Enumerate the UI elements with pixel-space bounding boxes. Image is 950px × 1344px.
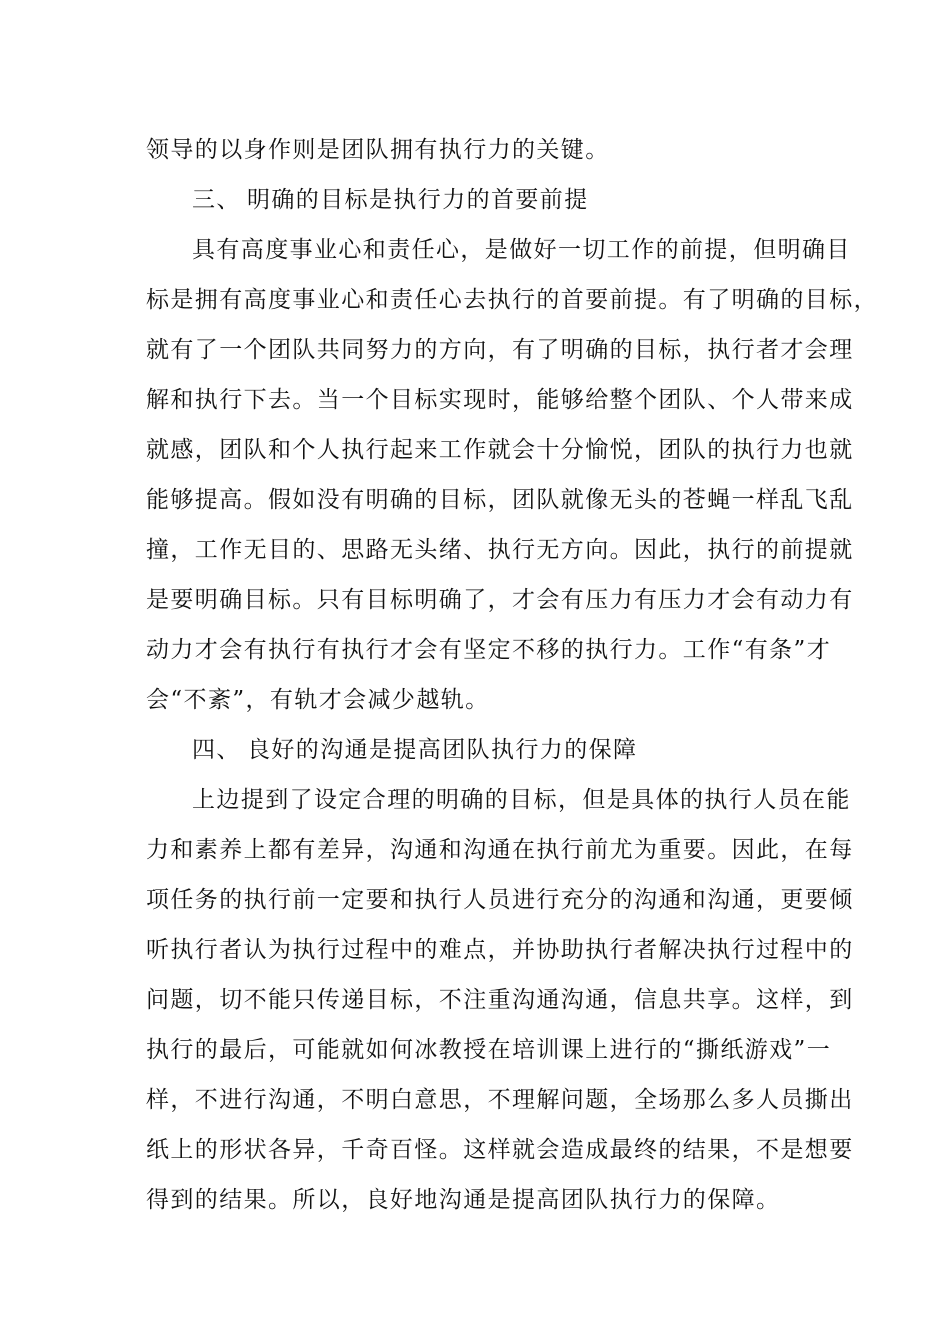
section-heading bbox=[192, 183, 882, 217]
text-line: 上边提到了设定合理的明确的目标，但是具体的执行人员在能 bbox=[192, 787, 851, 813]
text-line: 就有了一个团队共同努力的方向，有了明确的目标，执行者才会理 bbox=[146, 337, 854, 363]
section-heading bbox=[192, 733, 882, 767]
text-line: 能够提高。假如没有明确的目标，团队就像无头的苍蝇一样乱飞乱 bbox=[146, 487, 854, 513]
text-line: 听执行者认为执行过程中的难点，并协助执行者解决执行过程中的 bbox=[146, 937, 854, 963]
text-line: 力和素养上都有差异，沟通和沟通在执行前尤为重要。因此，在每 bbox=[146, 837, 854, 863]
heading-title: 良好的沟通是提高团队执行力的保障 bbox=[247, 737, 638, 763]
text-line: 得到的结果。所以，良好地沟通是提高团队执行力的保障。 bbox=[146, 1187, 781, 1213]
text-line: 执行的最后，可能就如何冰教授在培训课上进行的“撕纸游戏”一 bbox=[146, 1037, 832, 1063]
text-line: 会“不紊”，有轨才会减少越轨。 bbox=[146, 687, 490, 713]
text-line: 问题，切不能只传递目标，不注重沟通沟通，信息共享。这样，到 bbox=[146, 987, 854, 1013]
text-line: 样，不进行沟通，不明白意思，不理解问题，全场那么多人员撕出 bbox=[146, 1087, 854, 1113]
text-line: 就感，团队和个人执行起来工作就会十分愉悦，团队的执行力也就 bbox=[146, 437, 854, 463]
text-line: 纸上的形状各异，千奇百怪。这样就会造成最终的结果，不是想要 bbox=[146, 1137, 854, 1163]
text-line: 标是拥有高度事业心和责任心去执行的首要前提。有了明确的目标， bbox=[146, 287, 878, 313]
text-line: 撞，工作无目的、思路无头绪、执行无方向。因此，执行的前提就 bbox=[146, 537, 854, 563]
heading-title: 明确的目标是执行力的首要前提 bbox=[247, 187, 589, 213]
text-line: 领导的以身作则是团队拥有执行力的关键。 bbox=[146, 137, 610, 163]
text-line: 是要明确目标。只有目标明确了，才会有压力有压力才会有动力有 bbox=[146, 587, 854, 613]
text-line: 动力才会有执行有执行才会有坚定不移的执行力。工作“有条”才 bbox=[146, 637, 832, 663]
heading-number: 四、 bbox=[192, 737, 241, 763]
heading-number: 三、 bbox=[192, 187, 241, 213]
text-line: 具有高度事业心和责任心，是做好一切工作的前提，但明确目 bbox=[192, 237, 851, 263]
text-line: 解和执行下去。当一个目标实现时，能够给整个团队、个人带来成 bbox=[146, 387, 854, 413]
text-line: 项任务的执行前一定要和执行人员进行充分的沟通和沟通，更要倾 bbox=[146, 887, 854, 913]
